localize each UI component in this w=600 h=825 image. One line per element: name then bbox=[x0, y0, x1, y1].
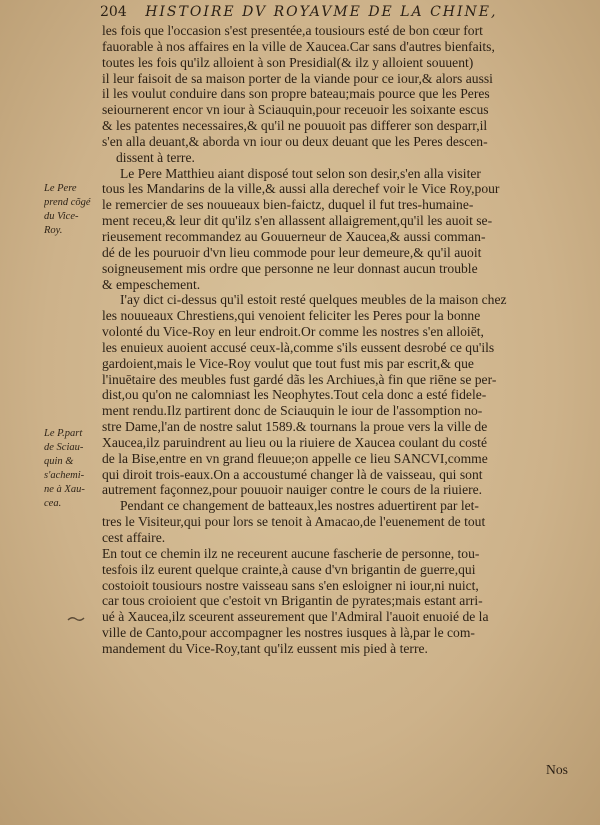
margin-note-line: prend cõgé bbox=[44, 197, 91, 208]
text-line: Pendant ce changement de batteaux,les nostres aduertirent par let- bbox=[120, 498, 479, 514]
running-title: HISTOIRE DV ROYAVME DE LA CHINE, bbox=[145, 4, 498, 20]
text-line: soigneusement mis ordre que personne ne leur donnast aucun trouble bbox=[102, 260, 478, 276]
page-number: 204 bbox=[100, 4, 127, 20]
text-line: les enuieux auoient accusé ceux-là,comme s'ils eussent desrobé ce qu'ils bbox=[102, 339, 495, 355]
text-line: dist,ou qu'on ne calomniast les Neophytes.Tout cela donc a esté fidele- bbox=[102, 387, 487, 403]
main-text bbox=[102, 23, 578, 657]
text-line: volonté du Vice-Roy en leur endroit.Or comme les nostres s'en alloiēt, bbox=[102, 324, 484, 340]
margin-note-line: du Vice- bbox=[44, 211, 79, 222]
text-line: tesfois ilz eurent quelque crainte,à cause d'vn brigantin de guerre,qui bbox=[102, 561, 476, 577]
margin-note-line: de Sciau- bbox=[44, 442, 84, 453]
text-line: rieusement recommandez au Gouuerneur de Xaucea,& aussi comman- bbox=[102, 228, 486, 244]
text-line: ville de Canto,pour accompagner les nostres iusques à là,par le com- bbox=[102, 625, 475, 641]
text-line: l'inuētaire des meubles fust gardé dãs les Archiues,à fin que riēne se per- bbox=[102, 371, 497, 387]
text-line: fauorable à nos affaires en la ville de Xaucea.Car sans d'autres bienfaits, bbox=[102, 38, 495, 54]
text-line: tous les Mandarins de la ville,& aussi alla derechef voir le Vice Roy,pour bbox=[102, 181, 500, 197]
margin-note-line: Le P.part bbox=[44, 428, 83, 439]
margin-note-line: Le Pere bbox=[44, 183, 77, 194]
text-line: mandement du Vice-Roy,tant qu'ilz eussent mis pied à terre. bbox=[102, 640, 428, 656]
paragraph bbox=[102, 23, 578, 166]
text-line: tres le Visiteur,qui pour lors se tenoit à Amacao,de l'euenement de tout bbox=[102, 514, 486, 530]
margin-note-1 bbox=[44, 182, 102, 238]
text-line: costoioit tousiours nostre vaisseau sans s'en esloigner ni iour,ni nuict, bbox=[102, 577, 479, 593]
text-line: dissent à terre. bbox=[116, 149, 195, 165]
text-line: autrement façonnez,pour pouuoir nauiger contre le cours de la riuiere. bbox=[102, 482, 483, 498]
text-line: gardoient,mais le Vice-Roy voulut que tout fust mis par escrit,& que bbox=[102, 355, 474, 371]
margin-note-line: ne à Xau- bbox=[44, 484, 85, 495]
margin-note-line: s'achemi- bbox=[44, 470, 85, 481]
catchword: Nos bbox=[546, 762, 568, 777]
margin-note-line: cea. bbox=[44, 498, 62, 509]
paragraph bbox=[102, 292, 578, 498]
paragraph bbox=[102, 546, 578, 657]
text-line: Le Pere Matthieu aiant disposé tout selon son desir,s'en alla visiter bbox=[120, 165, 481, 181]
text-line: le remercier de ses nouueaux bien-faictz, duquel il fut tres-humaine- bbox=[102, 197, 474, 213]
pen-mark-icon bbox=[66, 614, 86, 624]
text-line: stre Dame,l'an de nostre salut 1589.& tournans la proue vers la ville de bbox=[102, 419, 488, 435]
text-line: I'ay dict ci-dessus qu'il estoit resté quelques meubles de la maison chez bbox=[120, 292, 507, 308]
text-line: dé de les pouruoir d'vn lieu commode pour leur demeure,& qu'il auoit bbox=[102, 244, 482, 260]
paragraph bbox=[102, 498, 578, 546]
text-line: En tout ce chemin ilz ne receurent aucune fascherie de personne, tou- bbox=[102, 545, 480, 561]
margin-note-2 bbox=[44, 427, 102, 511]
text-line: il leur faisoit de sa maison porter de la viande pour ce iour,& alors aussi bbox=[102, 70, 493, 86]
margin-note-line: quin & bbox=[44, 456, 74, 467]
text-line: toutes les fois qu'ilz alloient à son Presidial(& ilz y alloient souuent) bbox=[102, 54, 474, 70]
text-line: cest affaire. bbox=[102, 530, 166, 545]
text-line: qui diroit trois-eaux.On a accoustumé changer là de vaisseau, qui sont bbox=[102, 466, 483, 482]
text-line: car tous croioient que c'estoit vn Brigantin de pyrates;mais estant arri- bbox=[102, 593, 483, 609]
text-line: ment receu,& leur dit qu'ilz s'en allassent allaigrement,qu'il les auoit se- bbox=[102, 213, 493, 229]
margin-note-line: Roy. bbox=[44, 225, 63, 236]
text-line: les nouueaux Chrestiens,qui venoient feliciter les Peres pour la bonne bbox=[102, 308, 481, 324]
text-line: ué à Xaucea,ilz sceurent asseurement que l'Admiral l'auoit enuoié de la bbox=[102, 609, 489, 625]
text-line: s'en alla deuant,& aborda vn iour ou deux deuant que les Peres descen- bbox=[102, 133, 488, 149]
text-line: seiournerent encor vn iour à Sciauquin,pour receuoir les soixante escus bbox=[102, 102, 489, 118]
text-line: & empeschement. bbox=[102, 276, 201, 292]
paragraph bbox=[102, 166, 578, 293]
text-line: il les voulut conduire dans son propre bateau;mais pource que les Peres bbox=[102, 86, 490, 102]
text-line: les fois que l'occasion s'est presentée,a tousiours esté de bon cœur fort bbox=[102, 23, 483, 38]
text-line: Xaucea,ilz paruindrent au lieu ou la riuiere de Xaucea coulant du costé bbox=[102, 434, 487, 450]
text-line: & les patentes necessaires,& qu'il ne pouuoit pas differer son desparr,il bbox=[102, 118, 488, 134]
text-line: ment rendu.Ilz partirent donc de Sciauquin le iour de l'assomption no- bbox=[102, 403, 483, 419]
running-header bbox=[100, 4, 580, 20]
text-line: de la Bise,entre en vn grand fleuue;on appelle ce lieu SANCVI,comme bbox=[102, 450, 488, 466]
